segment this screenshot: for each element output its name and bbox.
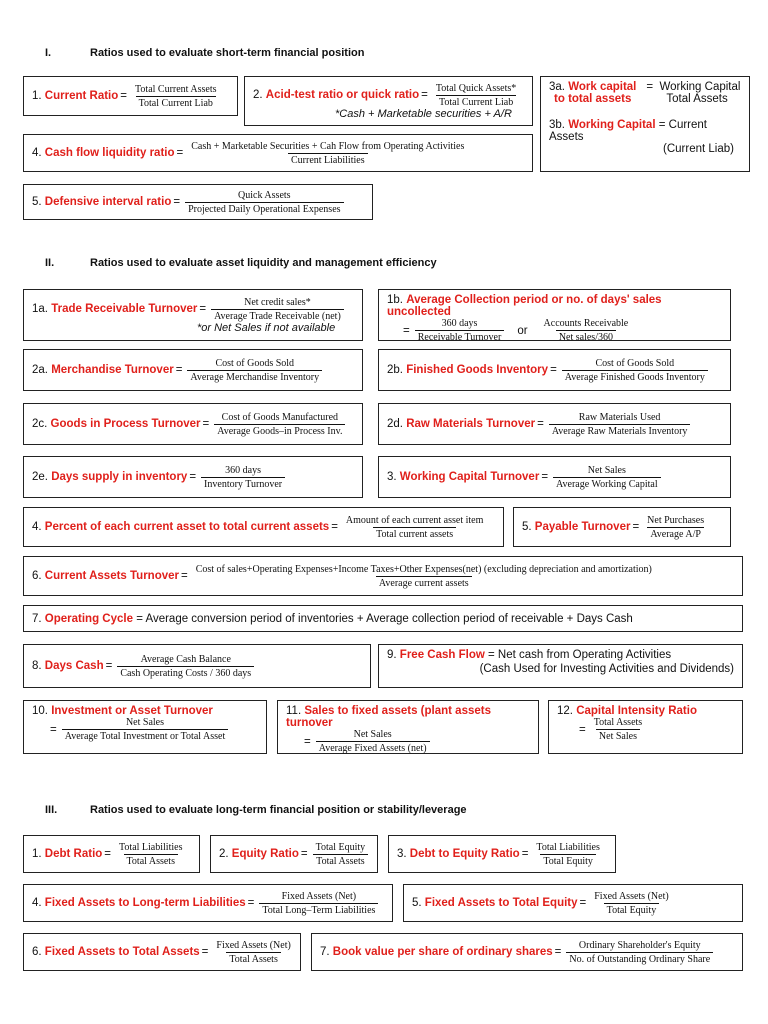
numerator: Ordinary Shareholder's Equity <box>578 939 701 951</box>
formula <box>211 297 344 322</box>
denominator: Average Fixed Assets (net) <box>316 741 430 754</box>
denominator: Total Current Liab <box>136 96 216 109</box>
numerator: Average Cash Balance <box>140 653 231 665</box>
denominator: Projected Daily Operational Expenses <box>185 202 343 215</box>
ratio-name: Fixed Assets to Total Assets <box>44 946 200 958</box>
section-title: Ratios used to evaluate asset liquidity and management efficiency <box>90 257 437 269</box>
formula <box>316 729 430 754</box>
formula-text: = Average conversion period of inventories + Average collection period of receivable + Days Cash <box>136 612 633 625</box>
book-value-box <box>311 933 743 971</box>
item-number: 1b. <box>387 294 403 306</box>
ratio-name: Payable Turnover <box>534 521 631 533</box>
equals-sign: = <box>579 897 587 909</box>
numerator: Cost of Goods Manufactured <box>221 411 339 423</box>
section-title: Ratios used to evaluate short-term financial position <box>90 47 365 59</box>
current-ratio-box <box>23 76 238 116</box>
equals-sign: = <box>181 570 188 582</box>
item-number: 7. <box>320 946 330 958</box>
formula <box>188 141 467 166</box>
formula <box>591 717 645 742</box>
formula <box>259 891 378 916</box>
formula <box>187 358 322 383</box>
working-capital-turnover-box <box>378 456 731 498</box>
numerator: Net Purchases <box>647 514 705 526</box>
formula <box>116 842 185 867</box>
ratio-name: Capital Intensity Ratio <box>576 705 697 717</box>
numerator: Cash + Marketable Securities + Cah Flow from Operating Activities <box>191 140 465 152</box>
equals-sign: = <box>541 471 549 483</box>
formula-1 <box>415 318 505 343</box>
numerator: Net Sales <box>125 717 164 728</box>
section-heading-3 <box>45 804 467 816</box>
term-numerator: Working Capital <box>659 81 741 93</box>
denominator: Total Long–Term Liabilities <box>259 903 378 916</box>
ratio-name: Work capital <box>568 81 637 93</box>
item-number: 5. <box>522 521 532 533</box>
formula-2 <box>541 318 632 343</box>
ratio-name: Working Capital Turnover <box>399 471 540 483</box>
ratio-name: Percent of each current asset to total current assets <box>44 521 330 533</box>
work-capital-3a <box>549 81 741 105</box>
equals-sign: = <box>521 848 529 860</box>
formula <box>132 84 220 109</box>
investment-turnover-box <box>23 700 267 754</box>
trade-receivable-box <box>23 289 363 341</box>
numerator: Total Equity <box>315 841 366 853</box>
denominator: Net Sales <box>596 729 640 742</box>
item-number: 2e. <box>32 471 48 483</box>
equals-sign: = <box>421 89 428 101</box>
ratio-name: Raw Materials Turnover <box>406 418 536 430</box>
payable-turnover-box <box>513 507 731 547</box>
formula <box>185 190 343 215</box>
item-number: 10. <box>32 705 48 717</box>
formula <box>533 842 602 867</box>
equals-sign: = <box>120 90 127 102</box>
ratio-name: Book value per share of ordinary shares <box>332 946 553 958</box>
item-number: 5. <box>412 897 422 909</box>
section-heading-2 <box>45 257 437 269</box>
numerator: Net credit sales* <box>244 296 311 308</box>
numerator: Accounts Receivable <box>543 318 629 329</box>
ratio-name: Investment or Asset Turnover <box>51 705 213 717</box>
equals-sign: = <box>579 723 586 736</box>
section-number: I. <box>45 47 52 59</box>
footnote: *or Net Sales if not available <box>197 321 336 334</box>
denominator: Total Assets <box>313 854 367 867</box>
denominator: Average Goods–in Process Inv. <box>214 424 345 437</box>
ratio-name: Trade Receivable Turnover <box>51 303 198 315</box>
days-cash-box <box>23 644 371 688</box>
equals-sign: = <box>300 848 308 860</box>
capital-intensity-box <box>548 700 743 754</box>
numerator: Cost of Goods Sold <box>215 357 295 369</box>
formula <box>313 842 369 867</box>
denominator: Average current assets <box>376 576 472 589</box>
ratio-name: Current Ratio <box>44 90 119 102</box>
formula <box>549 412 691 437</box>
item-number: 2. <box>219 848 229 860</box>
denominator: Current Liabilities <box>288 153 368 166</box>
denominator: Average Total Investment or Total Asset <box>62 729 229 742</box>
equals-sign: = <box>304 735 311 748</box>
denominator: Average Trade Receivable (net) <box>211 309 344 322</box>
equals-sign: = <box>189 471 197 483</box>
item-number: 1a. <box>32 303 48 315</box>
section-number: II. <box>45 257 55 269</box>
item-number: 11. <box>286 705 302 717</box>
numerator: Raw Materials Used <box>578 411 661 423</box>
numerator: Amount of each current asset item <box>345 514 484 526</box>
item-number: 3. <box>397 848 407 860</box>
goods-in-process-box <box>23 403 363 445</box>
item-number: 3. <box>387 471 397 483</box>
percent-current-asset-box <box>23 507 504 547</box>
ratio-name: Cash flow liquidity ratio <box>44 147 175 159</box>
numerator: Fixed Assets (Net) <box>594 890 669 902</box>
debt-ratio-box <box>23 835 200 873</box>
formula <box>62 717 229 742</box>
numerator: Total Current Assets <box>135 83 217 95</box>
item-number: 7. <box>32 612 42 625</box>
item-number: 2b. <box>387 364 403 376</box>
numerator: Net Sales <box>353 729 392 740</box>
finished-goods-box <box>378 349 731 391</box>
footnote: *Cash + Marketable securities + A/R <box>335 107 512 120</box>
fixed-assets-equity-box <box>403 884 743 922</box>
denominator: Total current assets <box>373 527 456 540</box>
numerator: Total Liabilities <box>536 841 600 853</box>
debt-to-equity-box <box>388 835 616 873</box>
numerator: Cost of Goods Sold <box>595 357 675 369</box>
ratio-name: Debt Ratio <box>44 848 103 860</box>
equals-sign: = <box>105 660 113 672</box>
ratio-name: Days supply in inventory <box>51 471 188 483</box>
formula <box>213 940 293 965</box>
item-number: 4. <box>32 897 42 909</box>
denominator: Total Assets <box>124 854 178 867</box>
equals-sign: = <box>176 147 184 159</box>
denominator: Average Raw Materials Inventory <box>549 424 691 437</box>
item-number: 1. <box>32 90 42 102</box>
working-capital-3b <box>549 119 741 155</box>
item-number: 3b. <box>549 119 565 131</box>
section-number: III. <box>45 804 58 816</box>
equals-sign: = <box>201 946 209 958</box>
denominator: Net sales/360 <box>556 330 616 343</box>
ratio-name: Sales to fixed assets (plant assets turnover <box>286 705 491 729</box>
equals-sign: = <box>331 521 338 533</box>
ratio-name: Merchandise Turnover <box>51 364 174 376</box>
numerator: 360 days <box>441 318 478 329</box>
ratio-name: Debt to Equity Ratio <box>409 848 520 860</box>
formula <box>117 654 254 679</box>
equals-sign: = <box>247 897 255 909</box>
item-number: 2c. <box>32 418 48 430</box>
term-denominator: (Current Liab) <box>663 143 734 155</box>
defensive-interval-box <box>23 184 373 220</box>
section-heading-1 <box>45 47 364 59</box>
denominator: Average Merchandise Inventory <box>187 370 322 383</box>
operating-cycle-box <box>23 605 743 632</box>
formula <box>433 83 519 108</box>
free-cash-flow-box <box>378 644 743 688</box>
numerator: Net Sales <box>587 464 626 476</box>
formula <box>214 412 345 437</box>
item-number: 4. <box>32 147 42 159</box>
raw-materials-box <box>378 403 731 445</box>
formula <box>566 940 713 965</box>
numerator: 360 days <box>225 464 261 476</box>
equals-sign: = <box>550 364 557 376</box>
denominator: No. of Outstanding Ordinary Share <box>566 952 713 965</box>
item-number: 9. <box>387 649 397 661</box>
ratio-name: Goods in Process Turnover <box>50 418 201 430</box>
ratio-name-cont: to total assets <box>554 93 632 105</box>
formula-text-cont: (Cash Used for Investing Activities and Dividends) <box>479 663 734 675</box>
item-number: 6. <box>32 946 42 958</box>
item-number: 1. <box>32 848 42 860</box>
denominator: Average Finished Goods Inventory <box>562 370 708 383</box>
avg-collection-box <box>378 289 731 341</box>
equals-sign: = <box>202 418 210 430</box>
item-number: 6. <box>32 570 42 582</box>
cash-flow-liquidity-box <box>23 134 533 172</box>
numerator: Total Liabilities <box>119 841 183 853</box>
denominator: Cash Operating Costs / 360 days <box>117 666 254 679</box>
denominator: Receivable Turnover <box>415 330 505 343</box>
denominator: Average A/P <box>647 527 704 540</box>
denominator: Inventory Turnover <box>201 477 285 490</box>
ratio-name: Defensive interval ratio <box>44 196 172 208</box>
ratio-name: Days Cash <box>44 660 104 672</box>
denominator: Total Equity <box>604 903 660 916</box>
formula <box>193 564 655 589</box>
term-numerator: = Current Assets <box>549 119 707 143</box>
equals-sign: = <box>554 946 562 958</box>
denominator: Total Assets <box>226 952 280 965</box>
fixed-assets-total-box <box>23 933 301 971</box>
sales-fixed-assets-box <box>277 700 539 754</box>
equals-sign: = <box>632 521 640 533</box>
formula <box>591 891 671 916</box>
formula <box>562 358 708 383</box>
equals-sign: = <box>173 196 181 208</box>
formula <box>644 515 707 540</box>
ratio-name: Current Assets Turnover <box>44 570 179 582</box>
ratio-name: Working Capital <box>568 119 656 131</box>
equity-ratio-box <box>210 835 378 873</box>
denominator: Total Equity <box>540 854 596 867</box>
item-number: 4. <box>32 521 42 533</box>
item-number: 2a. <box>32 364 48 376</box>
ratio-name: Finished Goods Inventory <box>406 364 549 376</box>
item-number: 3a. <box>549 81 565 93</box>
ratio-name: Fixed Assets to Total Equity <box>424 897 578 909</box>
item-number: 2d. <box>387 418 403 430</box>
denominator: Total Current Liab <box>436 95 516 108</box>
or-text: or <box>517 324 528 337</box>
merchandise-turnover-box <box>23 349 363 391</box>
term-denominator: Total Assets <box>666 93 728 105</box>
ratio-name: Acid-test ratio or quick ratio <box>265 89 420 101</box>
item-number: 2. <box>253 89 263 101</box>
denominator: Average Working Capital <box>553 477 661 490</box>
item-number: 5. <box>32 196 42 208</box>
working-capital-box <box>540 76 750 172</box>
ratio-name: Equity Ratio <box>231 848 299 860</box>
equals-sign: = <box>646 81 654 93</box>
equals-sign: = <box>104 848 112 860</box>
equals-sign: = <box>50 723 57 736</box>
numerator: Total Quick Assets* <box>435 82 517 94</box>
numerator: Fixed Assets (Net) <box>216 939 291 951</box>
formula <box>553 465 661 490</box>
equals-sign: = <box>403 324 410 337</box>
ratio-name: Free Cash Flow <box>399 649 485 661</box>
equals-sign: = <box>175 364 183 376</box>
days-supply-box <box>23 456 363 498</box>
ratio-name: Fixed Assets to Long-term Liabilities <box>44 897 246 909</box>
numerator: Cost of sales+Operating Expenses+Income Taxes+Other Expenses(net) (excluding depreciation and amortization) <box>195 563 652 575</box>
ratio-name: Operating Cycle <box>44 612 133 625</box>
item-number: 12. <box>557 705 573 717</box>
formula <box>343 515 486 540</box>
acid-test-box <box>244 76 533 126</box>
formula <box>201 465 285 490</box>
current-assets-turnover-box <box>23 556 743 596</box>
numerator: Quick Assets <box>238 189 291 201</box>
formula-text: = Net cash from Operating Activities <box>488 649 672 661</box>
ratio-name: Average Collection period or no. of days' sales uncollected <box>387 294 662 318</box>
numerator: Total Assets <box>593 717 643 728</box>
section-title: Ratios used to evaluate long-term financial position or stability/leverage <box>90 804 467 816</box>
fixed-assets-lt-liab-box <box>23 884 393 922</box>
equals-sign: = <box>537 418 544 430</box>
equals-sign: = <box>199 303 207 315</box>
numerator: Fixed Assets (Net) <box>281 890 357 902</box>
item-number: 8. <box>32 660 42 672</box>
